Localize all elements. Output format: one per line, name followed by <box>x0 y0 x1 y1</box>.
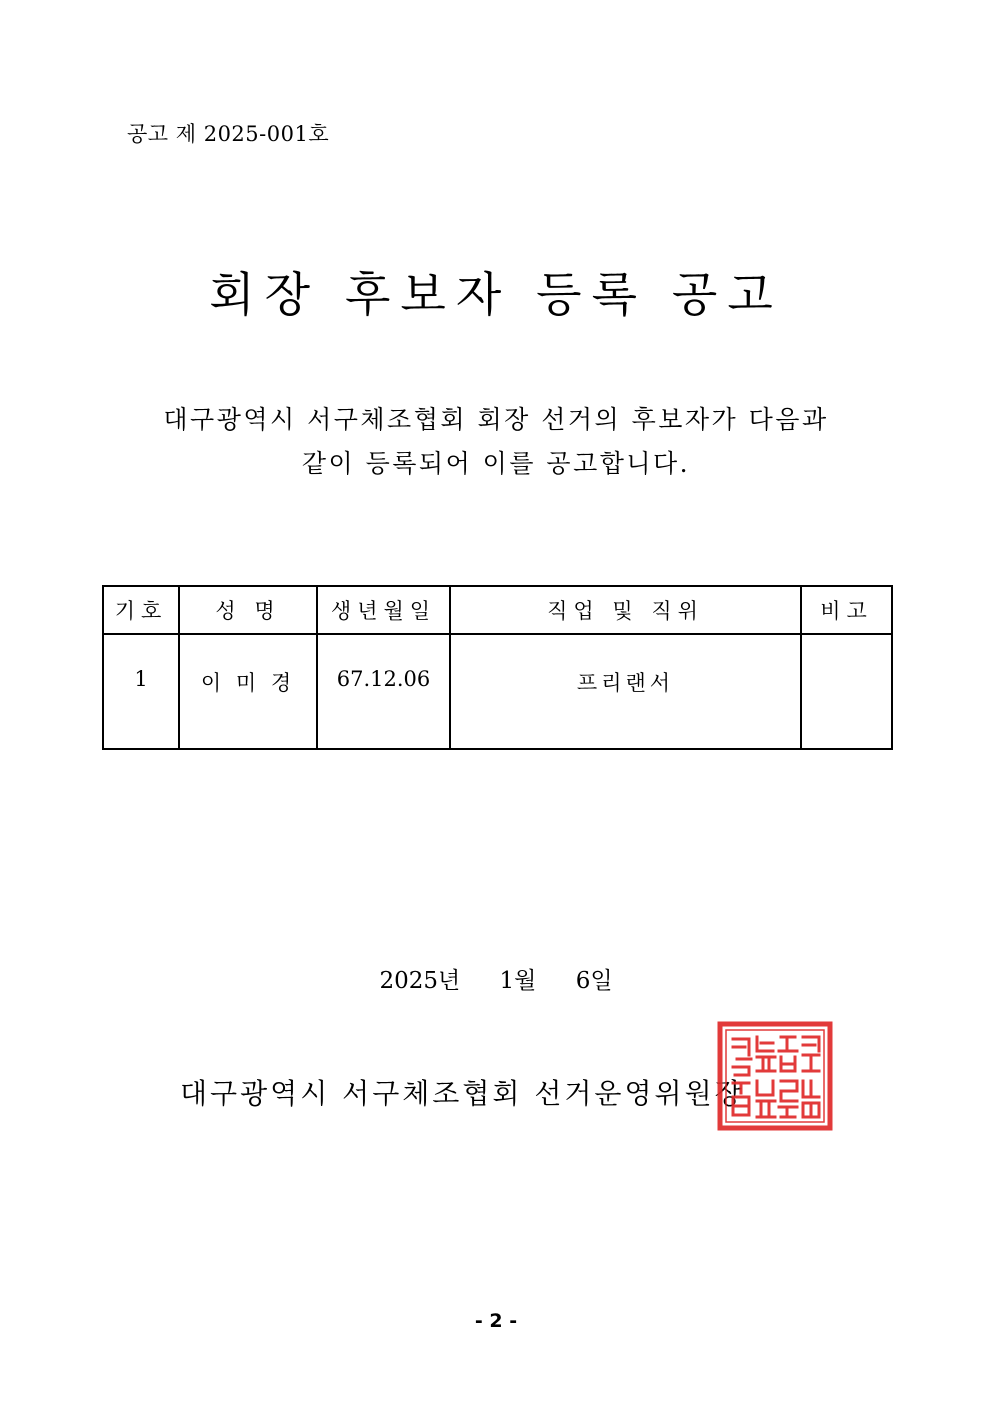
intro-line-2: 같이 등록되어 이를 공고합니다. <box>301 449 691 478</box>
cell-birth: 67.12.06 <box>317 634 450 749</box>
issuer-name: 대구광역시 서구체조협회 선거운영위원장 <box>180 1077 745 1110</box>
page-number: - 2 - <box>474 1310 518 1332</box>
cell-number: 1 <box>103 634 179 749</box>
header-remarks: 비고 <box>801 586 892 634</box>
notice-number: 공고 제 2025-001호 <box>127 122 330 146</box>
cell-remarks <box>801 634 892 749</box>
header-number: 기호 <box>103 586 179 634</box>
table-header-row <box>103 586 892 634</box>
date-year: 2025년 <box>379 968 461 994</box>
official-seal-icon <box>717 1021 833 1131</box>
date-month: 1월 <box>499 968 537 994</box>
document-title: 회장 후보자 등록 공고 <box>209 268 783 323</box>
intro-line-1: 대구광역시 서구체조협회 회장 선거의 후보자가 다음과 <box>163 405 829 434</box>
cell-occupation: 프리랜서 <box>450 634 801 749</box>
table-row <box>103 634 892 749</box>
date-day: 6일 <box>575 968 613 994</box>
notice-date <box>0 962 992 995</box>
header-birth: 생년월일 <box>317 586 450 634</box>
intro-paragraph <box>0 398 992 486</box>
header-occupation: 직업 및 직위 <box>450 586 801 634</box>
candidate-table <box>102 585 893 750</box>
cell-name: 이 미 경 <box>179 634 317 749</box>
header-name: 성 명 <box>179 586 317 634</box>
